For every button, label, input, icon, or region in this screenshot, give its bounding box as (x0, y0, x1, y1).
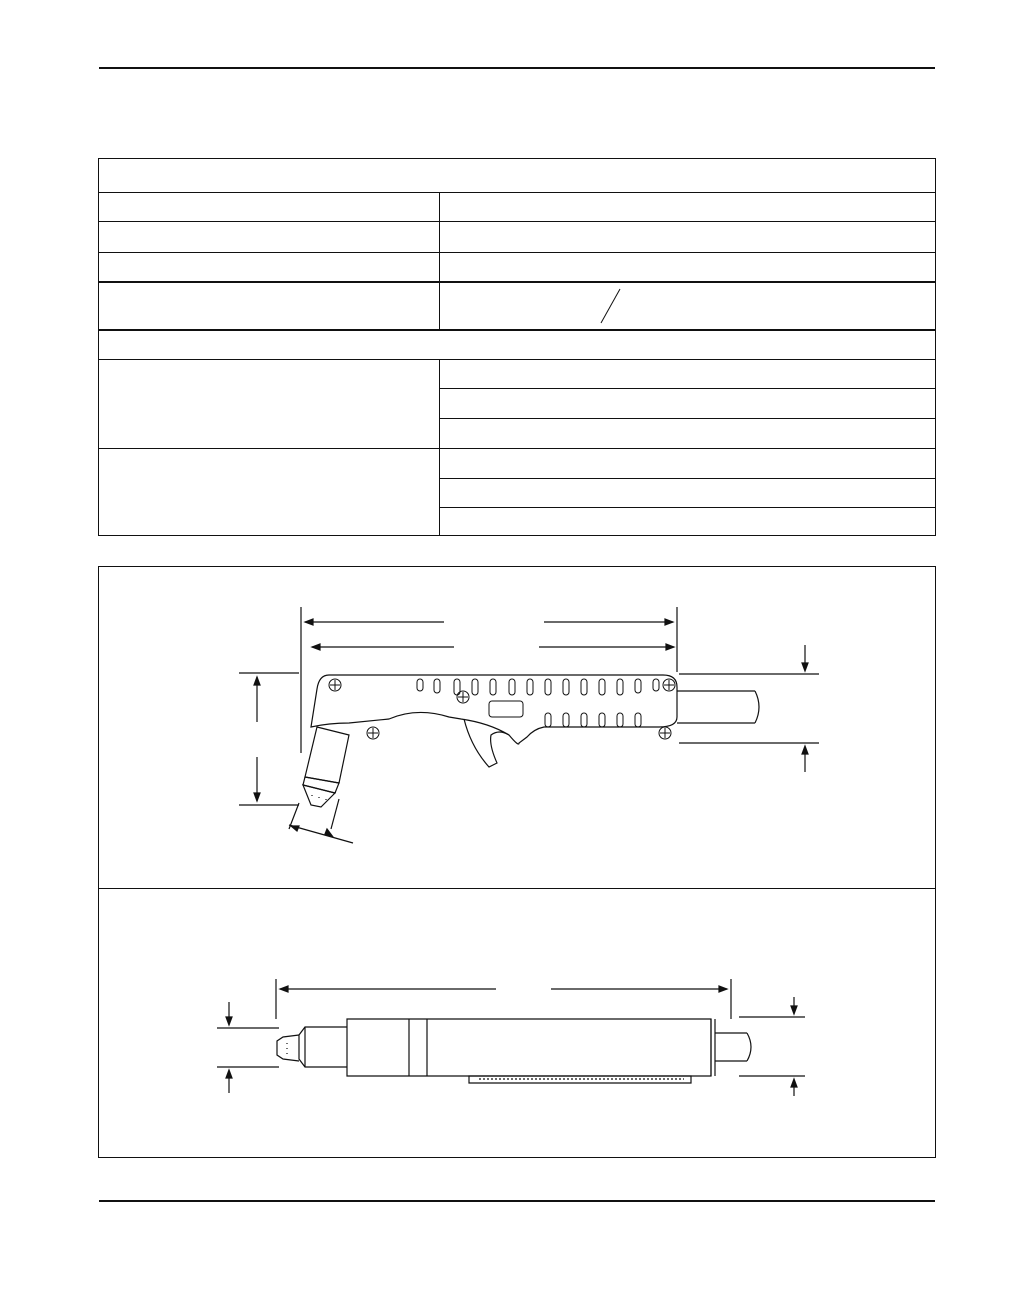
fraction-slash-graphic (99, 159, 937, 537)
machine-torch-drawing (99, 889, 937, 1159)
footer-rule (99, 1200, 935, 1202)
header-rule (99, 67, 935, 69)
hand-torch-drawing (99, 567, 937, 887)
specification-table (98, 158, 936, 536)
torch-dimension-diagrams (98, 566, 936, 1158)
